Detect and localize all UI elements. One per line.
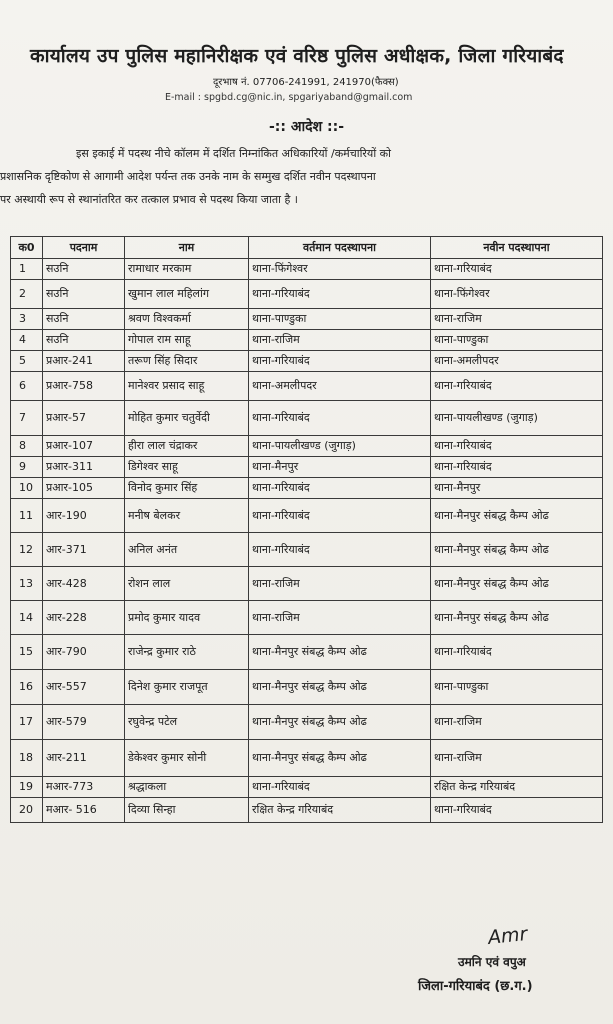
cell-new: थाना-मैनपुर संबद्ध कैम्प ओढ xyxy=(431,601,603,635)
cell-rank: प्रआर-57 xyxy=(43,401,125,436)
cell-rank: मआर- 516 xyxy=(43,798,125,823)
cell-current: थाना-गरियाबंद xyxy=(249,351,431,372)
cell-no: 9 xyxy=(11,457,43,478)
cell-name: डिगेश्वर साहू xyxy=(125,457,249,478)
cell-current: थाना-राजिम xyxy=(249,330,431,351)
cell-rank: मआर-773 xyxy=(43,777,125,798)
transfer-table xyxy=(10,236,603,823)
cell-name: प्रमोद कुमार यादव xyxy=(125,601,249,635)
cell-current: थाना-मैनपुर संबद्ध कैम्प ओढ xyxy=(249,670,431,705)
cell-no: 17 xyxy=(11,705,43,740)
order-body-line-3: पर अस्थायी रूप से स्थानांतरित कर तत्काल प्रभाव से पदस्थ किया जाता है । xyxy=(0,193,298,206)
cell-no: 3 xyxy=(11,309,43,330)
order-body-line-1: इस इकाई में पदस्थ नीचे कॉलम में दर्शित निम्नांकित अधिकारियों /कर्मचारियों को xyxy=(76,147,391,160)
table-row xyxy=(11,372,603,401)
cell-new: थाना-गरियाबंद xyxy=(431,372,603,401)
cell-rank: आर-579 xyxy=(43,705,125,740)
cell-name: दिनेश कुमार राजपूत xyxy=(125,670,249,705)
cell-name: रामाधार मरकाम xyxy=(125,259,249,280)
cell-new: थाना-पाण्डुका xyxy=(431,670,603,705)
cell-current: रक्षित केन्द्र गरियाबंद xyxy=(249,798,431,823)
cell-name: श्रवण विश्वकर्मा xyxy=(125,309,249,330)
cell-rank: प्रआर-241 xyxy=(43,351,125,372)
cell-current: थाना-गरियाबंद xyxy=(249,401,431,436)
signature-mark: Amr xyxy=(486,923,529,949)
cell-current: थाना-गरियाबंद xyxy=(249,533,431,567)
cell-no: 16 xyxy=(11,670,43,705)
cell-rank: सउनि xyxy=(43,309,125,330)
table-header-row xyxy=(11,237,603,259)
table-row xyxy=(11,533,603,567)
order-title: -:: आदेश ::- xyxy=(268,119,345,135)
cell-no: 12 xyxy=(11,533,43,567)
cell-no: 5 xyxy=(11,351,43,372)
cell-current: थाना-मैनपुर संबद्ध कैम्प ओढ xyxy=(249,740,431,777)
table-row xyxy=(11,330,603,351)
signatory-district: जिला-गरियाबंद (छ.ग.) xyxy=(418,979,533,994)
cell-current: थाना-पायलीखण्ड (जुगाड़) xyxy=(249,436,431,457)
cell-name: मनीष बेलकर xyxy=(125,499,249,533)
cell-no: 2 xyxy=(11,280,43,309)
cell-no: 18 xyxy=(11,740,43,777)
cell-rank: आर-428 xyxy=(43,567,125,601)
table-row xyxy=(11,309,603,330)
cell-current: थाना-राजिम xyxy=(249,567,431,601)
office-title: कार्यालय उप पुलिस महानिरीक्षक एवं वरिष्ठ पुलिस अधीक्षक, जिला गरियाबंद xyxy=(30,45,564,67)
cell-rank: आर-371 xyxy=(43,533,125,567)
office-email: E-mail : spgbd.cg@nic.in, spgariyaband@gmail.com xyxy=(165,92,413,103)
table-row xyxy=(11,351,603,372)
cell-name: गोपाल राम साहू xyxy=(125,330,249,351)
table-row xyxy=(11,567,603,601)
cell-no: 7 xyxy=(11,401,43,436)
cell-name: रघुवेन्द्र पटेल xyxy=(125,705,249,740)
cell-new: थाना-पायलीखण्ड (जुगाड़) xyxy=(431,401,603,436)
cell-new: थाना-पाण्डुका xyxy=(431,330,603,351)
cell-rank: आर-211 xyxy=(43,740,125,777)
cell-current: थाना-गरियाबंद xyxy=(249,280,431,309)
table-row xyxy=(11,740,603,777)
table-row xyxy=(11,478,603,499)
cell-current: थाना-पाण्डुका xyxy=(249,309,431,330)
cell-current: थाना-मैनपुर संबद्ध कैम्प ओढ xyxy=(249,705,431,740)
signatory-designation: उमनि एवं वपुअ xyxy=(458,955,526,969)
cell-rank: आर-790 xyxy=(43,635,125,670)
cell-new: थाना-फिंगेश्वर xyxy=(431,280,603,309)
cell-no: 13 xyxy=(11,567,43,601)
cell-new: थाना-मैनपुर संबद्ध कैम्प ओढ xyxy=(431,499,603,533)
cell-new: थाना-गरियाबंद xyxy=(431,457,603,478)
cell-no: 4 xyxy=(11,330,43,351)
cell-name: राजेन्द्र कुमार राठे xyxy=(125,635,249,670)
cell-current: थाना-मैनपुर xyxy=(249,457,431,478)
table-row xyxy=(11,280,603,309)
cell-current: थाना-गरियाबंद xyxy=(249,777,431,798)
cell-current: थाना-अमलीपदर xyxy=(249,372,431,401)
col-header-new: नवीन पदस्थापना xyxy=(431,237,603,259)
cell-name: मानेश्वर प्रसाद साहू xyxy=(125,372,249,401)
cell-new: थाना-गरियाबंद xyxy=(431,436,603,457)
cell-new: थाना-गरियाबंद xyxy=(431,259,603,280)
cell-current: थाना-फिंगेश्वर xyxy=(249,259,431,280)
table-row xyxy=(11,705,603,740)
cell-no: 6 xyxy=(11,372,43,401)
table-row xyxy=(11,670,603,705)
table-row xyxy=(11,457,603,478)
cell-no: 14 xyxy=(11,601,43,635)
cell-new: थाना-राजिम xyxy=(431,309,603,330)
cell-no: 19 xyxy=(11,777,43,798)
cell-rank: आर-228 xyxy=(43,601,125,635)
cell-new: थाना-मैनपुर संबद्ध कैम्प ओढ xyxy=(431,567,603,601)
cell-name: विनोद कुमार सिंह xyxy=(125,478,249,499)
cell-rank: प्रआर-758 xyxy=(43,372,125,401)
cell-new: रक्षित केन्द्र गरियाबंद xyxy=(431,777,603,798)
table-row xyxy=(11,401,603,436)
cell-new: थाना-गरियाबंद xyxy=(431,798,603,823)
cell-rank: आर-557 xyxy=(43,670,125,705)
cell-current: थाना-गरियाबंद xyxy=(249,478,431,499)
cell-name: मोहित कुमार चतुर्वेदी xyxy=(125,401,249,436)
cell-rank: सउनि xyxy=(43,330,125,351)
cell-no: 15 xyxy=(11,635,43,670)
cell-no: 11 xyxy=(11,499,43,533)
cell-rank: सउनि xyxy=(43,259,125,280)
cell-no: 1 xyxy=(11,259,43,280)
cell-rank: आर-190 xyxy=(43,499,125,533)
cell-current: थाना-मैनपुर संबद्ध कैम्प ओढ xyxy=(249,635,431,670)
order-body xyxy=(0,142,613,211)
table-row xyxy=(11,436,603,457)
cell-name: तरूण सिंह सिदार xyxy=(125,351,249,372)
table-row xyxy=(11,777,603,798)
table-row xyxy=(11,798,603,823)
cell-new: थाना-मैनपुर संबद्ध कैम्प ओढ xyxy=(431,533,603,567)
cell-current: थाना-राजिम xyxy=(249,601,431,635)
cell-new: थाना-मैनपुर xyxy=(431,478,603,499)
order-body-line-2: प्रशासनिक दृष्टिकोण से आगामी आदेश पर्यन्त तक उनके नाम के सम्मुख दर्शित नवीन पदस्थापना xyxy=(0,170,376,183)
cell-rank: प्रआर-105 xyxy=(43,478,125,499)
cell-no: 8 xyxy=(11,436,43,457)
cell-name: दिव्या सिन्हा xyxy=(125,798,249,823)
cell-new: थाना-अमलीपदर xyxy=(431,351,603,372)
cell-name: श्रद्धाकला xyxy=(125,777,249,798)
cell-new: थाना-राजिम xyxy=(431,705,603,740)
table-row xyxy=(11,259,603,280)
cell-rank: प्रआर-107 xyxy=(43,436,125,457)
cell-no: 10 xyxy=(11,478,43,499)
cell-rank: सउनि xyxy=(43,280,125,309)
cell-name: रोशन लाल xyxy=(125,567,249,601)
col-header-no: क0 xyxy=(11,237,43,259)
col-header-name: नाम xyxy=(125,237,249,259)
office-phone: दूरभाष नं. 07706-241991, 241970(फैक्स) xyxy=(213,77,399,88)
table-row xyxy=(11,499,603,533)
cell-new: थाना-गरियाबंद xyxy=(431,635,603,670)
cell-no: 20 xyxy=(11,798,43,823)
cell-rank: प्रआर-311 xyxy=(43,457,125,478)
cell-name: अनिल अनंत xyxy=(125,533,249,567)
cell-current: थाना-गरियाबंद xyxy=(249,499,431,533)
cell-name: डेकेश्वर कुमार सोनी xyxy=(125,740,249,777)
col-header-rank: पदनाम xyxy=(43,237,125,259)
cell-name: हीरा लाल चंद्राकर xyxy=(125,436,249,457)
col-header-current: वर्तमान पदस्थापना xyxy=(249,237,431,259)
table-row xyxy=(11,601,603,635)
table-row xyxy=(11,635,603,670)
cell-name: खुमान लाल महिलांग xyxy=(125,280,249,309)
cell-new: थाना-राजिम xyxy=(431,740,603,777)
